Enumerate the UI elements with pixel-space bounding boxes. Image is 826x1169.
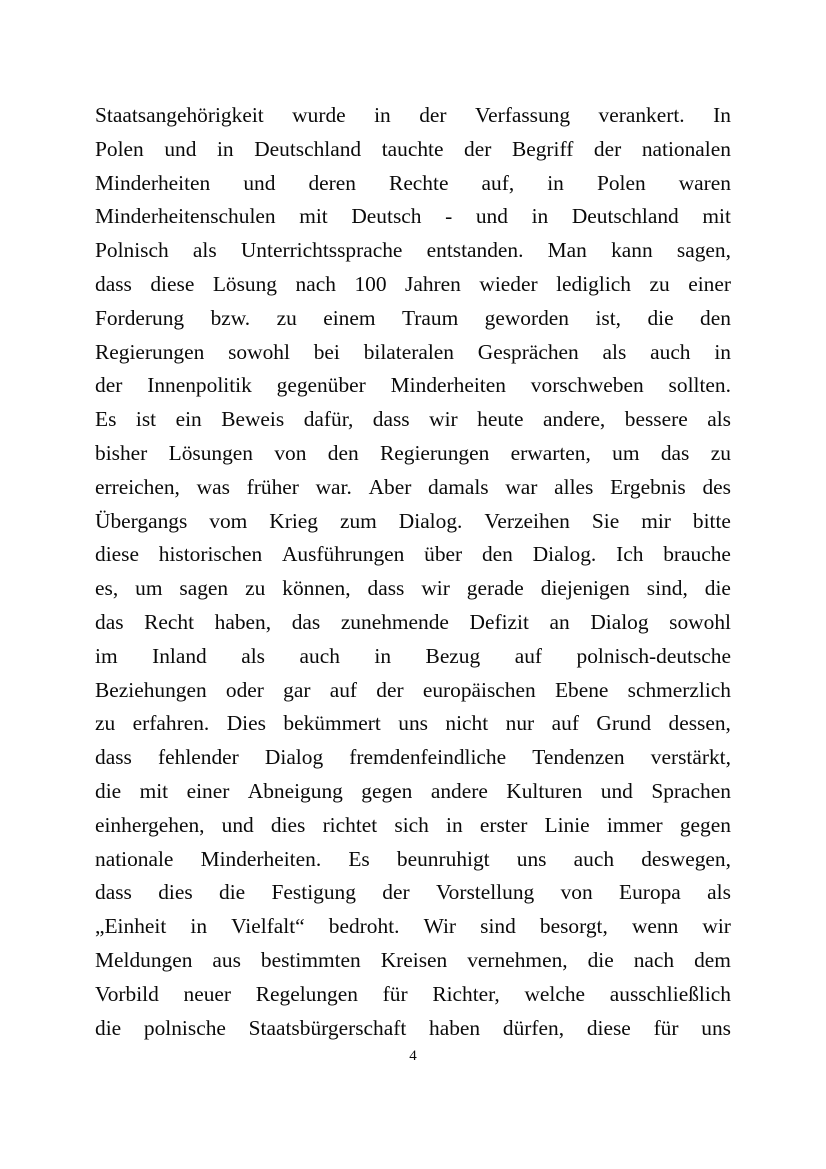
body-word: schmerzlich (627, 677, 731, 702)
body-word: auf, (481, 170, 515, 195)
body-word: und (600, 778, 633, 803)
body-word: Lösung (212, 271, 278, 296)
body-word: um (612, 440, 640, 465)
body-word: wenn (631, 914, 679, 939)
body-word: Übergangs (95, 508, 188, 533)
body-word: was (196, 474, 230, 499)
body-word: Dies (226, 711, 266, 736)
body-word: haben, (214, 609, 272, 634)
body-word: Regierungen (380, 440, 490, 465)
body-word: bestimmten (260, 947, 361, 972)
body-word: auf (551, 711, 579, 736)
body-word: sind, (646, 576, 688, 601)
body-word: Forderung (95, 305, 185, 330)
body-word: dass (367, 576, 405, 601)
body-word: Deutschland (254, 136, 362, 161)
body-word: nach (295, 271, 336, 296)
body-word: kann (611, 238, 653, 263)
body-word: ausschließlich (609, 981, 731, 1006)
body-word: auch (299, 643, 340, 668)
body-word: Minderheiten (95, 170, 211, 195)
body-word: über (424, 542, 463, 567)
body-word: Defizit (469, 609, 529, 634)
body-line (95, 437, 731, 471)
body-word: Minderheitenschulen (95, 204, 276, 229)
body-word: lediglich (556, 271, 631, 296)
body-word: Ich (616, 542, 644, 567)
body-word: Innenpolitik (147, 373, 252, 398)
body-word: verstärkt, (650, 745, 731, 770)
body-word: in (547, 170, 564, 195)
body-word: verankert. (598, 103, 685, 127)
body-line (95, 302, 731, 336)
body-word: die (95, 778, 122, 803)
body-word: in (714, 339, 731, 364)
body-word: zu (95, 711, 116, 736)
body-line (95, 876, 731, 910)
body-word: diese (586, 1015, 631, 1040)
body-word: für (382, 981, 408, 1006)
body-word: uns (398, 711, 428, 736)
body-word: für (653, 1015, 679, 1040)
body-word: dürfen, (502, 1015, 565, 1040)
body-word: nur (505, 711, 535, 736)
body-word: können, (282, 576, 351, 601)
body-word: es, (95, 576, 119, 601)
body-word: zu (245, 576, 266, 601)
body-word: gegen (361, 778, 413, 803)
body-word: als (241, 643, 266, 668)
body-word: Europa (619, 880, 681, 905)
body-word: in (216, 136, 234, 161)
body-text-column (95, 99, 731, 1045)
body-word: Man (547, 238, 587, 263)
body-word: gegen (679, 812, 731, 837)
body-word: uns (701, 1015, 731, 1040)
body-word: der (95, 373, 123, 398)
body-word: bedroht. (328, 914, 400, 939)
body-word: als (707, 880, 731, 905)
body-word: vernehmen, (467, 947, 568, 972)
body-word: sollten. (668, 373, 731, 398)
body-word: mit (702, 204, 731, 229)
body-word: Dialog. (532, 542, 597, 567)
body-word: sowohl (669, 609, 731, 634)
body-line (95, 167, 731, 201)
body-line (95, 99, 731, 133)
body-word: Dialog (264, 745, 324, 770)
body-word: mir (641, 508, 671, 533)
body-word: Recht (144, 609, 195, 634)
body-line (95, 910, 731, 944)
body-line (95, 268, 731, 302)
body-word: Minderheiten (390, 373, 506, 398)
body-word: immer (606, 812, 663, 837)
body-word: Minderheiten. (200, 846, 322, 871)
body-word: uns (516, 846, 547, 871)
body-word: 100 (354, 271, 387, 296)
body-word: und (243, 170, 276, 195)
body-word: - (445, 204, 453, 229)
body-word: wir (702, 914, 731, 939)
body-word: europäischen (422, 677, 536, 702)
body-word: richtet (322, 812, 378, 837)
body-word: dessen, (668, 711, 731, 736)
body-word: zu (649, 271, 670, 296)
body-word: zu (276, 305, 297, 330)
body-word: auch (650, 339, 691, 364)
body-word: ist (135, 407, 157, 432)
body-word: und (475, 204, 508, 229)
body-word: Jahren (405, 271, 461, 296)
body-word: fremdenfeindliche (349, 745, 507, 770)
body-word: ein (175, 407, 202, 432)
body-word: einer (688, 271, 731, 296)
body-word: erster (479, 812, 528, 837)
body-word: Richter, (432, 981, 500, 1006)
body-word: einer (186, 778, 230, 803)
body-word: als (707, 407, 731, 432)
body-word: andere, (542, 407, 606, 432)
body-word: Beziehungen (95, 677, 207, 702)
body-word: Verzeihen (484, 508, 570, 533)
body-word: erreichen, (95, 474, 180, 499)
body-word: dem (694, 947, 731, 972)
body-word: vorschweben (530, 373, 644, 398)
body-word: tauchte (381, 136, 444, 161)
body-word: wurde (292, 103, 346, 127)
body-word: dass (372, 407, 410, 432)
body-word: wir (421, 576, 450, 601)
body-line (95, 403, 731, 437)
body-word: Traum (401, 305, 459, 330)
body-word: diejenigen (540, 576, 630, 601)
body-word: diese (95, 542, 139, 567)
body-word: Es (95, 407, 117, 432)
body-word: früher (246, 474, 299, 499)
body-word: Vorbild (95, 981, 159, 1006)
body-word: war (505, 474, 538, 499)
body-line (95, 505, 731, 539)
body-word: von (560, 880, 593, 905)
body-word: die (587, 947, 614, 972)
body-line (95, 640, 731, 674)
body-word: einem (323, 305, 376, 330)
body-word: nicht (445, 711, 489, 736)
body-word: auf (329, 677, 358, 702)
body-word: Aber (368, 474, 412, 499)
body-word: gar (283, 677, 311, 702)
body-word: Linie (544, 812, 590, 837)
body-word: Deutsch (351, 204, 422, 229)
body-word: und (221, 812, 254, 837)
body-word: Polen (596, 170, 646, 195)
body-word: war. (315, 474, 352, 499)
body-word: der (382, 880, 410, 905)
body-word: Abneigung (247, 778, 343, 803)
body-word: der (464, 136, 492, 161)
body-line (95, 200, 731, 234)
body-word: dafür, (303, 407, 354, 432)
body-word: damals (428, 474, 489, 499)
body-word: der (376, 677, 404, 702)
body-word: das (95, 609, 124, 634)
body-word: Deutschland (571, 204, 679, 229)
body-word: in (374, 643, 392, 668)
body-word: die (219, 880, 246, 905)
body-word: geworden (484, 305, 569, 330)
body-word: waren (678, 170, 731, 195)
body-line (95, 336, 731, 370)
body-word: Bezug (425, 643, 481, 668)
body-word: dass (95, 745, 132, 770)
body-word: bilateralen (363, 339, 454, 364)
body-word: in (446, 812, 463, 837)
body-word: an (549, 609, 570, 634)
body-word: erwarten, (510, 440, 591, 465)
body-line (95, 978, 731, 1012)
body-word: Wir (423, 914, 457, 939)
body-word: die (647, 305, 674, 330)
body-word: Staatsbürgerschaft (248, 1015, 407, 1040)
body-word: bei (313, 339, 340, 364)
body-word: Gesprächen (477, 339, 579, 364)
body-line (95, 1012, 731, 1046)
body-word: deren (308, 170, 356, 195)
body-word: erfahren. (132, 711, 210, 736)
body-word: die (95, 1015, 122, 1040)
body-word: Ergebnis (610, 474, 686, 499)
body-word: zu (710, 440, 731, 465)
body-word: Beweis (221, 407, 285, 432)
body-word: das (291, 609, 321, 634)
body-word: Vielfalt“ (231, 914, 305, 939)
body-word: dass (95, 271, 132, 296)
body-word: den (327, 440, 359, 465)
body-line (95, 234, 731, 268)
body-word: wir (429, 407, 458, 432)
body-word: andere (430, 778, 488, 803)
body-line (95, 674, 731, 708)
body-word: nach (633, 947, 675, 972)
body-word: bzw. (210, 305, 251, 330)
body-word: bessere (624, 407, 688, 432)
body-line (95, 369, 731, 403)
body-line (95, 944, 731, 978)
body-word: auch (573, 846, 615, 871)
body-word: Vorstellung (435, 880, 535, 905)
body-word: Kulturen (506, 778, 583, 803)
body-word: als (192, 238, 217, 263)
page-number: 4 (409, 1048, 417, 1064)
body-word: alles (554, 474, 594, 499)
body-word: Polnisch (95, 238, 169, 263)
body-word: mit (299, 204, 328, 229)
body-word: sich (394, 812, 429, 837)
body-word: Dialog (590, 609, 649, 634)
body-word: ist, (595, 305, 621, 330)
body-word: sowohl (228, 339, 290, 364)
body-word: Lösungen (168, 440, 253, 465)
body-word: Unterrichtssprache (240, 238, 403, 263)
body-word: Dialog. (398, 508, 463, 533)
body-word: nationale (95, 846, 174, 871)
body-word: auf (514, 643, 543, 668)
body-word: haben (429, 1015, 481, 1040)
body-line (95, 775, 731, 809)
body-word: Staatsangehörigkeit (95, 103, 264, 127)
body-word: nationalen (641, 136, 731, 161)
body-word: deswegen, (641, 846, 731, 871)
body-word: Regierungen (95, 339, 205, 364)
body-line (95, 809, 731, 843)
body-word: einhergehen, (95, 812, 205, 837)
body-word: „Einheit (95, 914, 167, 939)
body-word: gegenüber (276, 373, 366, 398)
body-word: Grund (596, 711, 652, 736)
body-word: von (274, 440, 307, 465)
body-word: neuer (183, 981, 232, 1006)
body-word: in (374, 103, 391, 127)
body-word: als (602, 339, 627, 364)
body-word: oder (225, 677, 264, 702)
body-word: gerade (466, 576, 524, 601)
body-word: bitte (692, 508, 731, 533)
body-word: polnisch-deutsche (576, 643, 731, 668)
body-line (95, 133, 731, 167)
body-word: Rechte (389, 170, 449, 195)
body-word: historischen (158, 542, 263, 567)
body-word: in (190, 914, 208, 939)
body-word: Kreisen (380, 947, 448, 972)
body-word: Es (348, 846, 370, 871)
body-word: welche (524, 981, 586, 1006)
body-word: des (702, 474, 731, 499)
body-word: Begriff (511, 136, 574, 161)
body-word: sagen, (676, 238, 731, 263)
body-line (95, 572, 731, 606)
body-line (95, 741, 731, 775)
body-line (95, 707, 731, 741)
body-line (95, 843, 731, 877)
body-word: wieder (479, 271, 538, 296)
body-word: in (531, 204, 549, 229)
body-word: dies (158, 880, 193, 905)
body-word: beunruhigt (396, 846, 490, 871)
body-word: Meldungen (95, 947, 193, 972)
body-word: Inland (152, 643, 207, 668)
body-word: zum (339, 508, 377, 533)
body-word: mit (139, 778, 169, 803)
body-line (95, 471, 731, 505)
body-word: polnische (143, 1015, 226, 1040)
body-word: sagen (179, 576, 229, 601)
body-word: Ausführungen (281, 542, 405, 567)
body-word: Sprachen (651, 778, 731, 803)
body-word: aus (212, 947, 241, 972)
body-word: den (700, 305, 731, 330)
body-word: besorgt, (539, 914, 608, 939)
body-word: Tendenzen (532, 745, 625, 770)
body-word: sind (480, 914, 516, 939)
body-word: der (419, 103, 447, 127)
body-word: entstanden. (426, 238, 524, 263)
body-word: Ebene (554, 677, 609, 702)
body-word: bisher (95, 440, 148, 465)
body-word: Festigung (271, 880, 356, 905)
body-word: der (593, 136, 622, 161)
body-line (95, 538, 731, 572)
body-word: das (660, 440, 690, 465)
body-word: heute (477, 407, 524, 432)
body-word: die (704, 576, 731, 601)
body-word: um (135, 576, 163, 601)
body-word: den (481, 542, 513, 567)
body-word: im (95, 643, 118, 668)
body-word: dass (95, 880, 132, 905)
body-word: In (713, 103, 731, 127)
body-line (95, 606, 731, 640)
body-word: bekümmert (283, 711, 381, 736)
body-word: Polen (95, 136, 144, 161)
body-word: Sie (591, 508, 620, 533)
body-word: Verfassung (475, 103, 571, 127)
body-word: Krieg (269, 508, 318, 533)
body-word: vom (209, 508, 248, 533)
body-word: fehlender (158, 745, 239, 770)
body-word: diese (150, 271, 195, 296)
body-word: dies (270, 812, 306, 837)
body-word: brauche (663, 542, 731, 567)
body-word: zunehmende (340, 609, 449, 634)
body-word: und (164, 136, 197, 161)
body-word: Regelungen (255, 981, 358, 1006)
